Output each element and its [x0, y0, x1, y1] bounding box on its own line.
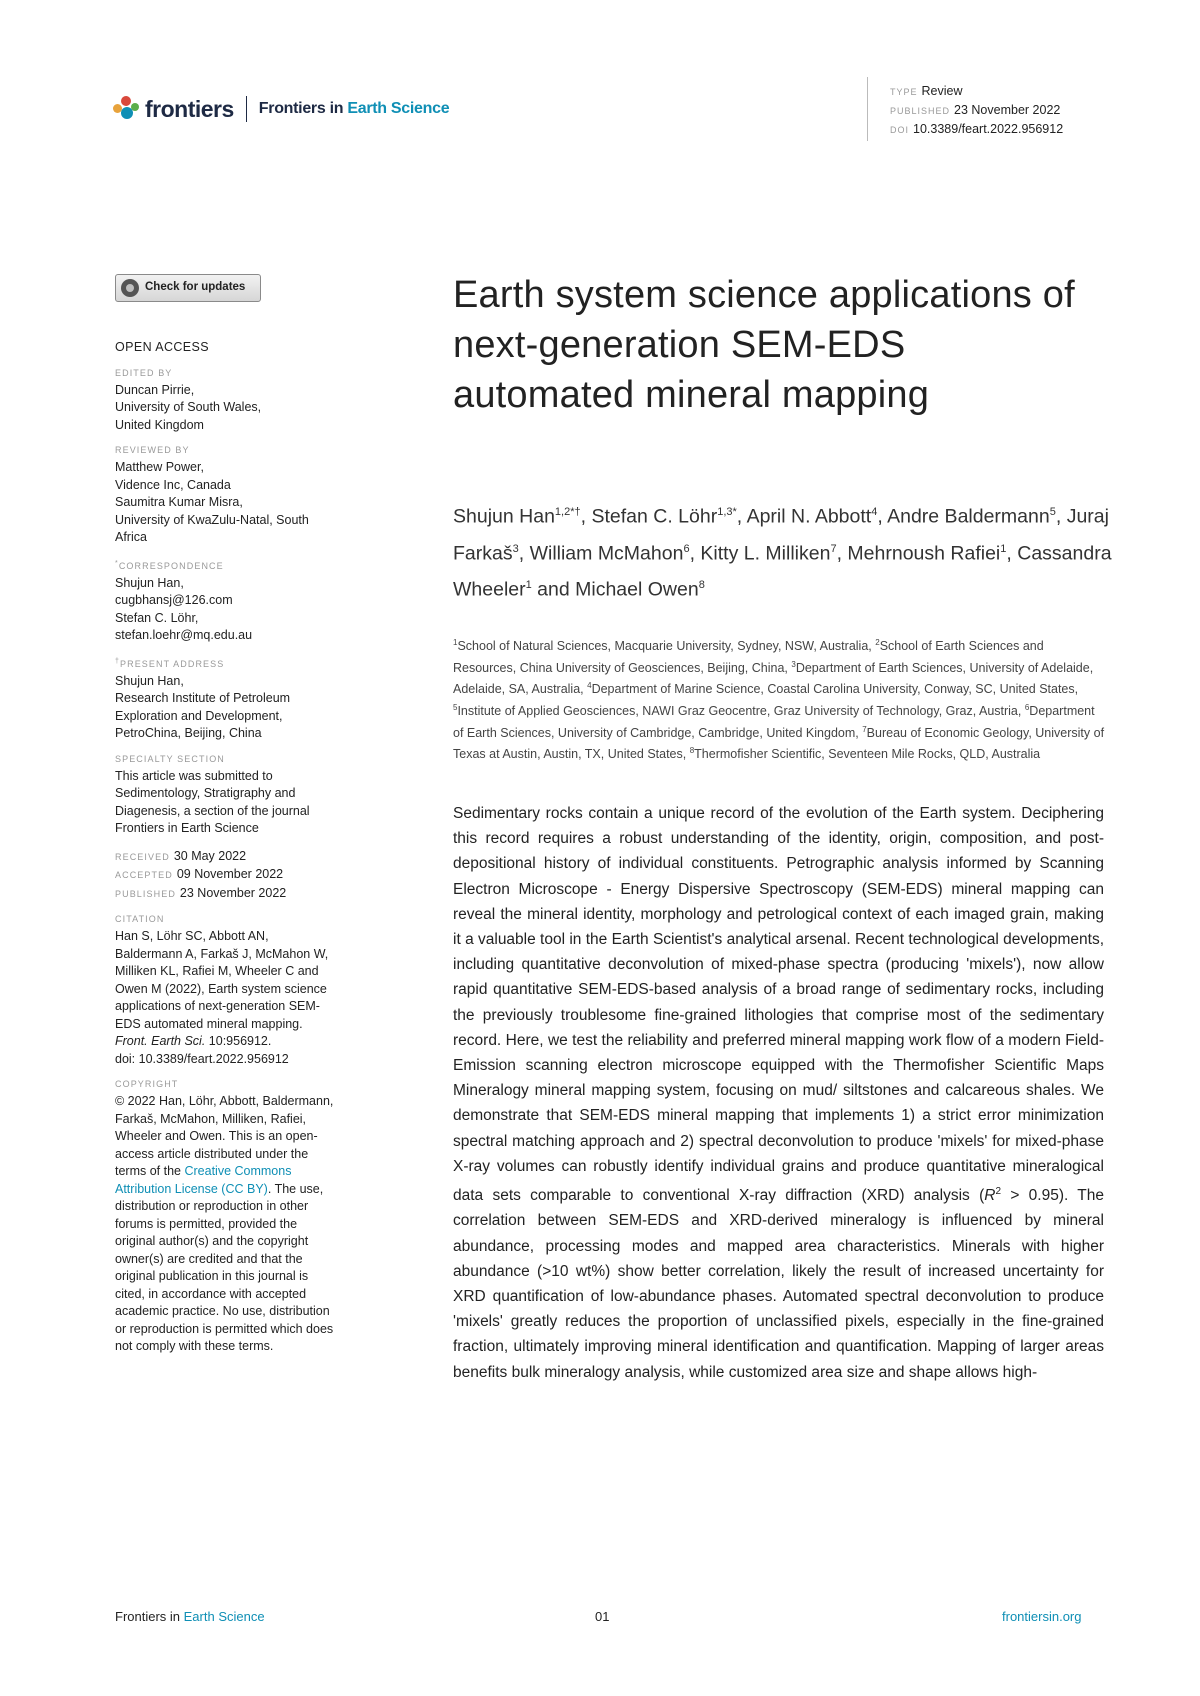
- citation-label: CITATION: [115, 914, 165, 924]
- published-date: 23 November 2022: [954, 103, 1061, 117]
- affiliation-text: School of Earth Sciences and Resources, China University of Geosciences, Beijing, China,: [453, 639, 1044, 675]
- affiliation-number: 3: [791, 659, 796, 669]
- author-affiliation-mark: 8: [698, 579, 705, 591]
- affiliation-number: 1: [453, 638, 458, 647]
- correspondence: Shujun Han, cugbhansj@126.com Stefan C. Löhr, stefan.loehr@mq.edu.au: [115, 575, 375, 645]
- affiliation-number: 4: [587, 681, 592, 691]
- specialty-section-label: SPECIALTY SECTION: [115, 753, 225, 764]
- citation-doi[interactable]: doi: 10.3389/feart.2022.956912: [115, 1051, 289, 1066]
- edited-by: Duncan Pirrie, University of South Wales, United Kingdom: [115, 382, 262, 432]
- affiliations: [453, 634, 1108, 764]
- update-icon: [121, 279, 139, 297]
- author-name[interactable]: April N. Abbott: [746, 505, 872, 528]
- correspondence-label: *CORRESPONDENCE: [115, 559, 224, 571]
- author-separator: and: [531, 578, 576, 601]
- author-affiliation-mark: 1,2*†: [554, 506, 581, 518]
- meta-divider: [867, 77, 868, 141]
- present-address: Shujun Han, Research Institute of Petroleum Exploration and Development, PetroChina, Beijing, China: [115, 673, 291, 740]
- affiliation-text: Thermofisher Scientific, Seventeen Mile Rocks, QLD, Australia: [694, 747, 1041, 762]
- author-name[interactable]: Juraj Farkaš: [453, 505, 1109, 564]
- affiliation-text: School of Natural Sciences, Macquarie University, Sydney, NSW, Australia,: [457, 639, 876, 654]
- author-separator: ,: [877, 505, 888, 528]
- author-name[interactable]: Stefan C. Löhr: [591, 505, 718, 528]
- article-meta: TYPE Review PUBLISHED 23 November 2022 DOI 10.3389/feart.2022.956912: [890, 84, 1064, 136]
- footer-journal: Frontiers in Earth Science: [115, 1609, 265, 1624]
- author-affiliation-mark: 4: [871, 506, 878, 518]
- accepted-date: 09 November 2022: [176, 867, 284, 881]
- doi[interactable]: 10.3389/feart.2022.956912: [913, 122, 1064, 136]
- journal-name: Frontiers in Earth Science: [258, 100, 450, 117]
- citation: Han S, Löhr SC, Abbott AN, Baldermann A, Farkaš J, McMahon W, Milliken KL, Rafiei M, Wheeler C and Owen M (2022), Earth system science applications of next-generation SEM- EDS automated mineral mapping. Front. Earth Sci. 10:956912. doi: 10.3389/feart.2022.956912: [115, 928, 375, 1068]
- affiliation-number: 5: [453, 702, 458, 712]
- article-sidebar: [115, 274, 375, 1356]
- email-link[interactable]: stefan.loehr@mq.edu.au: [115, 628, 253, 642]
- author-name[interactable]: Shujun Han: [453, 505, 555, 528]
- author-name[interactable]: Michael Owen: [575, 578, 699, 601]
- author-affiliation-mark: 6: [683, 542, 690, 555]
- affiliation-number: 7: [862, 724, 867, 734]
- article-type: Review: [921, 84, 963, 98]
- published-date-side: 23 November 2022: [179, 885, 287, 900]
- author-name[interactable]: Kitty L. Milliken: [700, 542, 831, 564]
- copyright: © 2022 Han, Löhr, Abbott, Baldermann, Farkaš, McMahon, Milliken, Rafiei, Wheeler and Owen. This is an open- access article distributed under the terms of the Creative Commons Attribution License (CC BY). The use, distribution or reproduction in other forums is permitted, provided the original author(s) and the copyright owner(s) are credited and that the original publication in this journal is cited, in accordance with accepted academic practice. No use, distribution or reproduction is permitted which does not comply with these terms.: [115, 1094, 334, 1353]
- author-affiliation-mark: 1: [1000, 542, 1007, 555]
- author-list: [453, 496, 1113, 606]
- author-affiliation-mark: 3: [512, 542, 519, 555]
- cc-license-link[interactable]: Creative Commons: [184, 1164, 292, 1178]
- journal-logo[interactable]: [113, 93, 449, 125]
- brand-wordmark: frontiers: [145, 95, 234, 122]
- author-separator: ,: [518, 542, 530, 564]
- page-number: 01: [595, 1609, 610, 1624]
- open-access-label: OPEN ACCESS: [115, 340, 210, 354]
- specialty-section: This article was submitted to Sedimentology, Stratigraphy and Diagenesis, a section of the journal Frontiers in Earth Science: [115, 768, 310, 835]
- author-separator: ,: [836, 542, 848, 564]
- author-separator: ,: [580, 505, 592, 528]
- history-dates: RECEIVED 30 May 2022 ACCEPTED 09 November 2022 PUBLISHED 23 November 2022: [115, 848, 287, 900]
- affiliation-text: Bureau of Economic Geology, University of Texas at Austin, Austin, TX, United States,: [453, 725, 1105, 762]
- author-affiliation-mark: 7: [830, 542, 837, 555]
- author-name[interactable]: William McMahon: [529, 542, 684, 564]
- reviewed-by-label: REVIEWED BY: [115, 445, 190, 455]
- author-separator: ,: [1006, 542, 1018, 564]
- affiliation-text: Department of Marine Science, Coastal Carolina University, Conway, SC, United States,: [591, 682, 1079, 697]
- edited-by-label: EDITED BY: [115, 367, 173, 378]
- author-separator: ,: [1055, 505, 1067, 528]
- author-separator: ,: [736, 505, 747, 528]
- frontiers-logo-icon: [113, 95, 141, 123]
- footer-site-link[interactable]: frontiersin.org: [1002, 1609, 1082, 1624]
- author-affiliation-mark: 1: [525, 579, 532, 591]
- affiliation-number: 2: [875, 638, 880, 647]
- affiliation-number: 8: [689, 746, 695, 756]
- abstract: Sedimentary rocks contain a unique record of the evolution of the Earth system. Deciphering this record requires a robust understanding of the identity, origin, composition, and post-depositional history of individual constituents. Petrographic analysis informed by Scanning Electron Microscope - Energy Dispersive Spectroscopy (SEM-EDS) mineral mapping can reveal the mineral identity, morphology and petrological context of each imaged grain, making it a valuable tool in the Earth Scientist's analytical arsenal. Recent technological developments, including quantitative deconvolution of mixed-phase spectra (producing 'mixels'), now allow rapid quantitative SEM-EDS-based analysis of a broad range of sedimentary rocks, including the previously troublesome fine-grained lithologies that comprise most of the sedimentary record. Here, we test the reliability and preferred mineral mapping work flow of a modern Field-Emission scanning electron microscope equipped with the Thermofisher Scientific Maps Mineralogy mineral mapping system, focusing on mud/ siltstones and calcareous shales. We demonstrate that SEM-EDS mineral mapping that implements 1) a strict error minimization spectral matching approach and 2) spectral deconvolution to produce 'mixels' for mixed-phase X-ray volumes can robustly identify individual grains and produce quantitative mineralogical data sets comparable to conventional X-ray diffraction (XRD) analysis $(R^2 > 0.95)$. The correlation between SEM-EDS and XRD-derived mineralogy is influenced by mineral abundance, processing modes and mapped area characteristics. Minerals with higher abundance (>10 wt%) show better correlation, likely the result of increased uncertainty for XRD quantification of low-abundance phases. Automated spectral deconvolution to produce 'mixels' greatly reduces the proportion of unclassified pixels, especially in the fine-grained fraction, ultimately improving mineral identification and quantification. Mapping of larger areas benefits bulk mineralogy analysis, while customized area size and shape allows high-: [453, 805, 1104, 1381]
- author-affiliation-mark: 5: [1049, 506, 1056, 518]
- check-for-updates-button[interactable]: Check for updates: [115, 274, 261, 302]
- affiliation-text: Department of Earth Sciences, University of Cambridge, Cambridge, United Kingdom,: [453, 704, 1095, 740]
- author-name[interactable]: Mehrnoush Rafiei: [847, 542, 1001, 564]
- article-title: Earth system science applications of next-generation SEM-EDS automated mineral mapping: [453, 274, 1075, 416]
- reviewed-by: Matthew Power, Vidence Inc, Canada Saumitra Kumar Misra, University of KwaZulu-Natal, South Africa: [115, 460, 309, 544]
- logo-divider: [246, 96, 247, 122]
- affiliation-number: 6: [1024, 702, 1030, 712]
- copyright-label: COPYRIGHT: [115, 1079, 179, 1089]
- author-separator: ,: [689, 542, 701, 564]
- affiliation-text: Department of Earth Sciences, University of Adelaide, Adelaide, SA, Australia,: [453, 660, 1094, 697]
- author-name[interactable]: Andre Baldermann: [887, 505, 1050, 528]
- author-name[interactable]: Cassandra Wheeler: [453, 542, 1112, 601]
- received-date: 30 May 2022: [173, 848, 247, 863]
- cc-license-link[interactable]: Attribution License (CC BY): [115, 1181, 268, 1196]
- email-link[interactable]: cugbhansj@126.com: [115, 593, 233, 607]
- author-affiliation-mark: 1,3*: [717, 506, 737, 518]
- affiliation-text: Institute of Applied Geosciences, NAWI Graz Geocentre, Graz University of Technology, Graz, Austria,: [457, 704, 1025, 719]
- present-address-label: †PRESENT ADDRESS: [115, 657, 225, 669]
